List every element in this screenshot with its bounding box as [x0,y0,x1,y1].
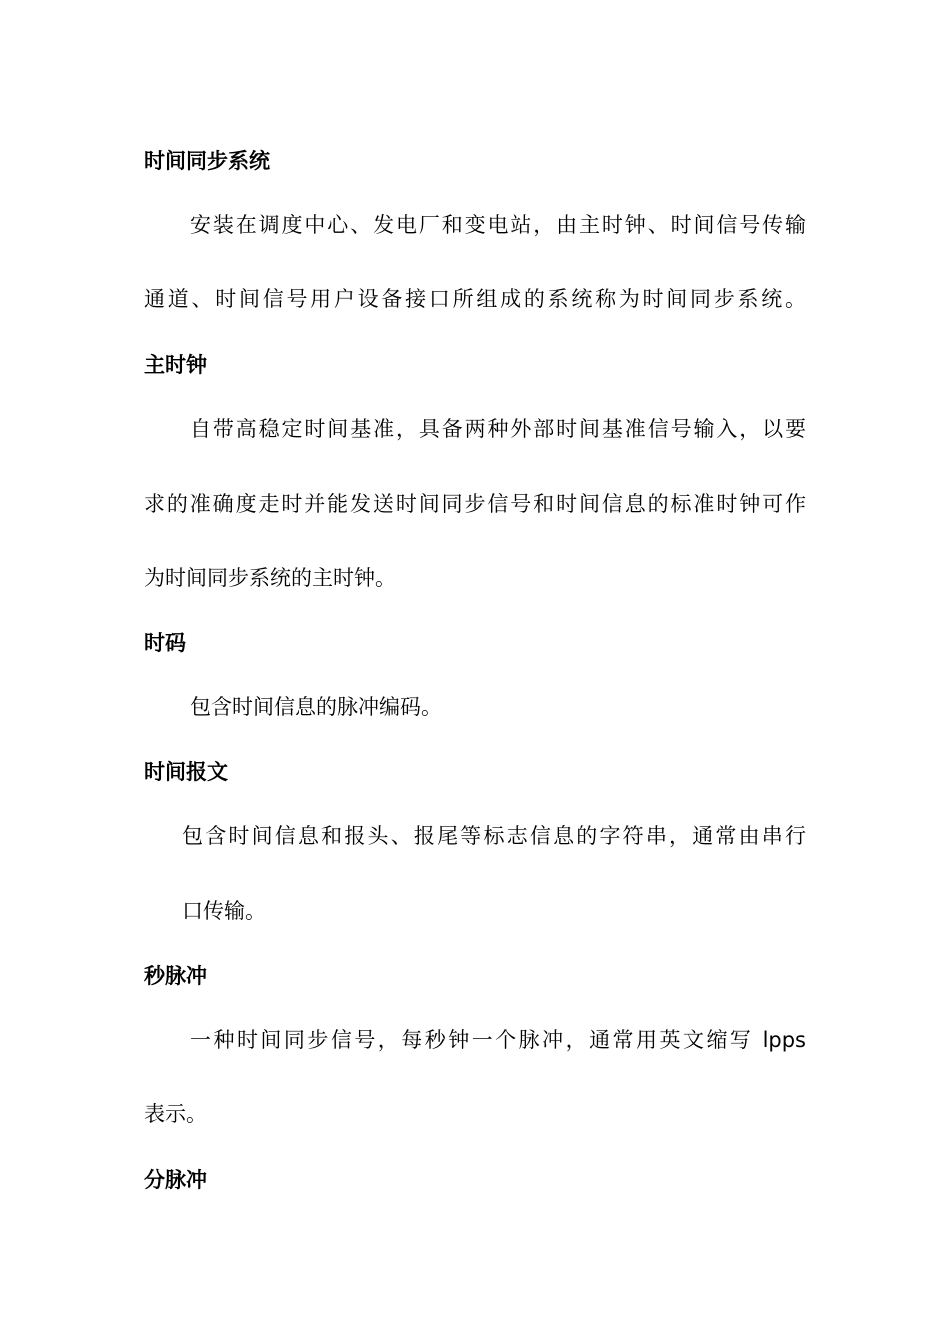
paragraph-line: 一种时间同步信号，每秒钟一个脉冲，通常用英文缩写 lpps [190,1028,806,1052]
paragraph-line: 自带高稳定时间基准，具备两种外部时间基准信号输入，以要 [190,417,806,441]
paragraph-line: 表示。 [144,1102,207,1126]
section-heading-time-code: 时码 [144,631,186,655]
paragraph-line: 包含时间信息的脉冲编码。 [190,695,442,719]
paragraph-line: 包含时间信息和报头、报尾等标志信息的字符串，通常由串行 [182,824,806,848]
section-heading-time-sync-system: 时间同步系统 [144,149,270,173]
paragraph-line: 求的准确度走时并能发送时间同步信号和时间信息的标准时钟可作 [144,492,806,516]
paragraph-line: 口传输。 [182,899,266,923]
section-heading-pulse-per-minute: 分脉冲 [144,1168,207,1192]
paragraph-line: 安装在调度中心、发电厂和变电站，由主时钟、时间信号传输 [190,213,806,237]
paragraph-line: 通道、时间信号用户设备接口所组成的系统称为时间同步系统。 [144,287,806,311]
section-heading-time-message: 时间报文 [144,760,228,784]
paragraph-line: 为时间同步系统的主时钟。 [144,566,396,590]
section-heading-pulse-per-second: 秒脉冲 [144,964,207,988]
section-heading-master-clock: 主时钟 [144,353,207,377]
